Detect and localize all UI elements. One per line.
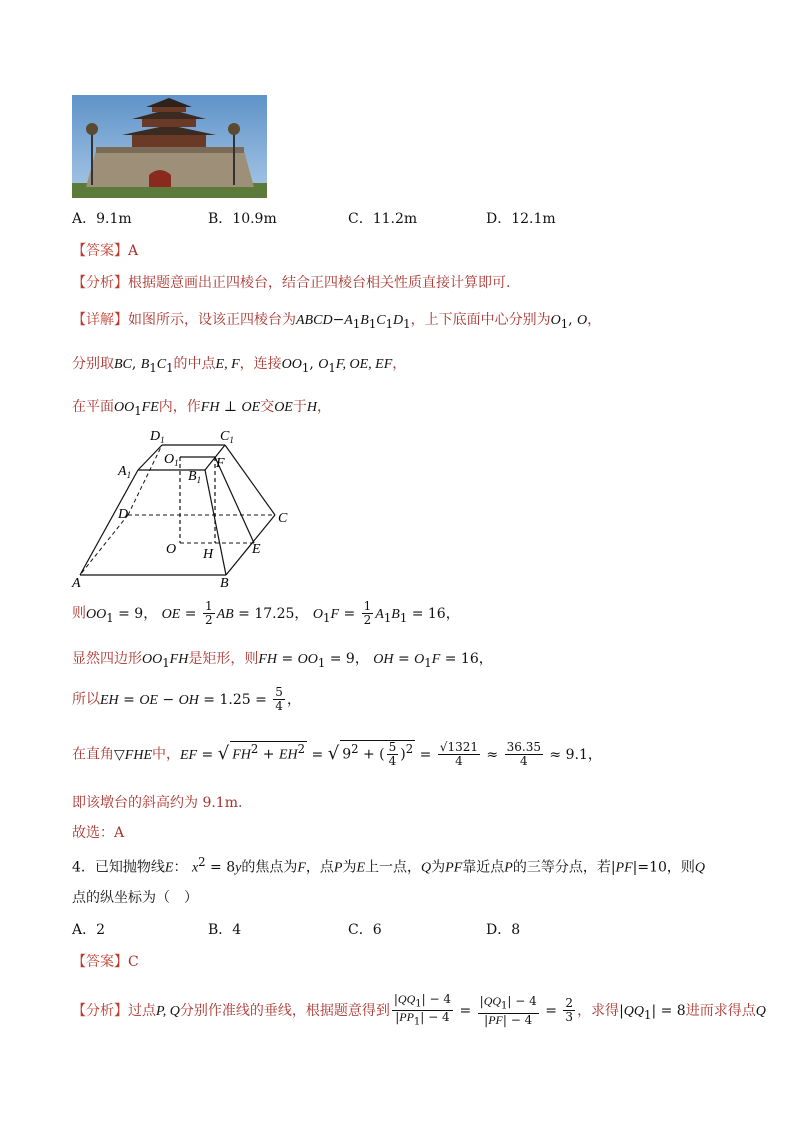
q3-choice: 故选：A	[72, 825, 125, 841]
q4-option-d: D．8	[486, 922, 521, 938]
q4-stem-line1: 4．已知抛物线E： $x^2 = 8y$的焦点为F，点P为E上一点，Q为PF靠近点P的三等分点，若|PF|=10，则Q	[72, 855, 706, 876]
calc-line-2: 显然四边形$OO_1FH$是矩形，则FH = $OO_1 = 9$， OH = $O_1F = 16$，	[72, 651, 493, 670]
label-F: F	[216, 456, 225, 471]
q4-option-a: A．2	[72, 922, 106, 938]
q3-option-c: C．11.2m	[348, 211, 418, 227]
frustum-figure	[70, 425, 300, 595]
q4-option-c: C．6	[348, 922, 382, 938]
q3-option-d: D．12.1m	[486, 211, 556, 227]
label-D: D	[118, 507, 129, 522]
label-E: E	[252, 542, 261, 557]
q3-detail-line2: 分别取BC, $B_1C_1$的中点E, F，连接$OO_1$, $O_1F$, OE, EF，	[72, 356, 407, 375]
label-A: A	[72, 576, 81, 591]
calc-line-3: 所以EH = OE − OH = 1.25 = $\frac{5}{4}$ ，	[72, 685, 301, 713]
q4-analysis: 【分析】过点P, Q分别作准线的垂线，根据题意得到 $\frac{|QQ_1| - 4}{|PP_1| - 4}$ = $\frac{|QQ_1| - 4}{|PF| - 4}$ = $\frac{2}{3}$ ，求得$|QQ_1| = 8$进而求得点Q	[72, 992, 766, 1028]
q3-analysis: 【分析】根据题意画出正四棱台，结合正四棱台相关性质直接计算即可.	[72, 275, 511, 291]
label-B: B	[220, 576, 229, 591]
calc-line-1: 则$OO_1 = 9$， OE = $\frac{1}{2}$ AB = 17.25， $O_1F$ = $\frac{1}{2}$ $A_1B_1 = 16$，	[72, 599, 460, 627]
q4-option-b: B．4	[208, 922, 242, 938]
q4-answer: 【答案】C	[72, 954, 139, 970]
q3-option-a: A．9.1m	[72, 211, 132, 227]
q3-detail-line3: 在平面$OO_1FE$内，作FH ⊥ OE交OE于H，	[72, 399, 331, 418]
q3-option-b: B．10.9m	[208, 211, 277, 227]
q3-detail-line1: 【详解】如图所示，设该正四棱台为$ABCD-A_1B_1C_1D_1$，上下底面中心分别为$O_1$, O，	[72, 312, 602, 331]
label-A1: $A_1$	[118, 464, 132, 480]
label-C1: $C_1$	[220, 429, 234, 445]
label-B1: $B_1$	[188, 469, 202, 485]
city-gate-photo	[72, 95, 267, 198]
label-D1: $D_1$	[150, 429, 165, 445]
calc-line-4: 在直角▽FHE中，EF = √ $FH^2 + EH^2$ = √ $9^2$ + ( $\frac{5}{4}$ )$^2$ = $\frac{√1321}{4}$ ≈ $\frac{36.35}{4}$ ≈ 9.1，	[72, 740, 602, 768]
label-H: H	[203, 547, 214, 562]
label-O1: $O_1$	[164, 452, 179, 468]
q4-stem-line2: 点的纵坐标为（ ）	[72, 890, 198, 906]
label-C: C	[278, 511, 288, 526]
label-O: O	[166, 542, 177, 557]
q3-answer: 【答案】A	[72, 243, 139, 259]
q3-conclusion: 即该墩台的斜高约为 9.1m.	[72, 795, 243, 811]
